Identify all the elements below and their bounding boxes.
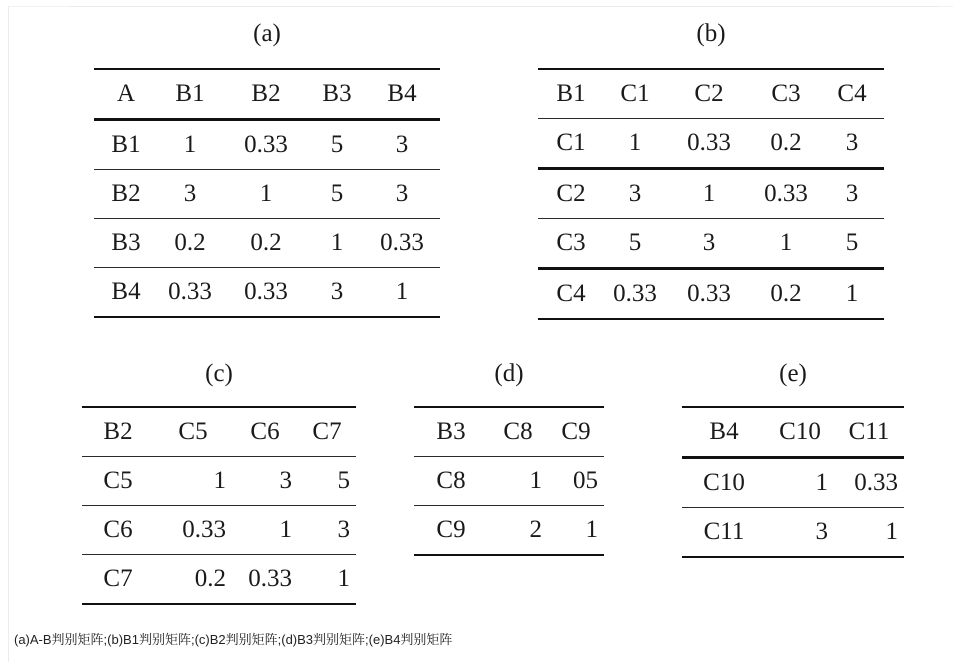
matrix-d-table xyxy=(414,406,604,556)
table-cell: B3 xyxy=(414,407,488,457)
table-cell: B3 xyxy=(94,219,158,268)
table-row xyxy=(414,457,604,506)
table-cell: 1 xyxy=(548,506,604,556)
table-cell: C9 xyxy=(548,407,604,457)
table-cell: 1 xyxy=(820,269,884,320)
table-cell: 1 xyxy=(154,457,232,506)
table-row xyxy=(82,555,356,605)
table-cell: 3 xyxy=(298,506,356,555)
table-cell: B1 xyxy=(538,69,604,119)
table-cell: 1 xyxy=(222,170,310,219)
table-row xyxy=(94,268,440,318)
table-cell: B2 xyxy=(82,407,154,457)
table-cell: C3 xyxy=(538,219,604,269)
table-cell: C7 xyxy=(82,555,154,605)
table-cell: 1 xyxy=(666,169,752,219)
table-cell: C2 xyxy=(666,69,752,119)
table-cell: 5 xyxy=(820,219,884,269)
table-header-row xyxy=(94,69,440,120)
table-cell: 3 xyxy=(820,169,884,219)
table-cell: C6 xyxy=(82,506,154,555)
table-cell: B3 xyxy=(310,69,364,120)
table-cell: 3 xyxy=(364,170,440,219)
table-cell: 1 xyxy=(766,458,834,508)
table-cell: 0.2 xyxy=(154,555,232,605)
table-cell: 0.33 xyxy=(232,555,298,605)
table-cell: 0.33 xyxy=(604,269,666,320)
table-cell: B4 xyxy=(364,69,440,120)
table-cell: 1 xyxy=(604,119,666,169)
table-cell: C11 xyxy=(682,508,766,558)
panel-b-label: (b) xyxy=(696,20,726,47)
table-cell: B1 xyxy=(94,120,158,170)
table-cell: 3 xyxy=(232,457,298,506)
table-cell: 1 xyxy=(834,508,904,558)
table-cell: C11 xyxy=(834,407,904,458)
table-cell: A xyxy=(94,69,158,120)
table-row xyxy=(682,458,904,508)
table-cell: C2 xyxy=(538,169,604,219)
table-cell: 0.2 xyxy=(158,219,222,268)
table-row xyxy=(94,219,440,268)
table-cell: 1 xyxy=(488,457,548,506)
panel-d xyxy=(414,360,604,560)
table-row xyxy=(538,119,884,169)
table-header-row xyxy=(538,69,884,119)
table-header-row xyxy=(682,407,904,458)
table-row xyxy=(94,120,440,170)
table-cell: 0.2 xyxy=(752,119,820,169)
table-cell: 0.33 xyxy=(666,119,752,169)
table-cell: B2 xyxy=(94,170,158,219)
table-cell: 3 xyxy=(766,508,834,558)
table-cell: C6 xyxy=(232,407,298,457)
panel-a-label: (a) xyxy=(253,20,281,47)
table-cell: 5 xyxy=(604,219,666,269)
table-header-row xyxy=(414,407,604,457)
table-cell: 0.33 xyxy=(752,169,820,219)
table-cell: 3 xyxy=(666,219,752,269)
table-cell: 3 xyxy=(364,120,440,170)
top-divider xyxy=(70,6,938,7)
table-cell: C9 xyxy=(414,506,488,556)
table-cell: 0.33 xyxy=(666,269,752,320)
panel-d-label: (d) xyxy=(494,360,524,387)
table-cell: B4 xyxy=(682,407,766,458)
panel-b xyxy=(538,20,884,320)
table-cell: 3 xyxy=(604,169,666,219)
table-cell: 1 xyxy=(298,555,356,605)
matrix-a-table xyxy=(94,68,440,318)
table-cell: B2 xyxy=(222,69,310,120)
table-cell: C4 xyxy=(820,69,884,119)
table-cell: 2 xyxy=(488,506,548,556)
table-row xyxy=(538,169,884,219)
table-cell: C5 xyxy=(154,407,232,457)
table-cell: C1 xyxy=(538,119,604,169)
table-cell: 0.33 xyxy=(158,268,222,318)
table-cell: C7 xyxy=(298,407,356,457)
table-cell: 0.2 xyxy=(752,269,820,320)
table-cell: 0.33 xyxy=(364,219,440,268)
table-cell: 1 xyxy=(158,120,222,170)
table-row xyxy=(538,269,884,320)
table-cell: C8 xyxy=(414,457,488,506)
table-cell: B4 xyxy=(94,268,158,318)
table-cell: 1 xyxy=(752,219,820,269)
table-cell: 3 xyxy=(820,119,884,169)
table-cell: 5 xyxy=(298,457,356,506)
table-header-row xyxy=(82,407,356,457)
table-cell: 5 xyxy=(310,120,364,170)
figure-caption: (a)A-B判别矩阵;(b)B1判别矩阵;(c)B2判别矩阵;(d)B3判别矩阵;(e)B4判别矩阵 xyxy=(14,632,453,647)
table-cell: 0.33 xyxy=(154,506,232,555)
table-cell: 3 xyxy=(158,170,222,219)
table-cell: 5 xyxy=(310,170,364,219)
table-row xyxy=(538,219,884,269)
panel-e xyxy=(682,360,904,560)
table-cell: 0.33 xyxy=(834,458,904,508)
table-cell: 05 xyxy=(548,457,604,506)
table-cell: 0.2 xyxy=(222,219,310,268)
table-cell: 3 xyxy=(310,268,364,318)
table-cell: 0.33 xyxy=(222,268,310,318)
table-cell: C1 xyxy=(604,69,666,119)
table-cell: 1 xyxy=(310,219,364,268)
table-cell: 1 xyxy=(232,506,298,555)
table-cell: C10 xyxy=(682,458,766,508)
table-cell: C5 xyxy=(82,457,154,506)
table-cell: C8 xyxy=(488,407,548,457)
panel-a xyxy=(94,20,440,320)
table-row xyxy=(414,506,604,556)
table-cell: C4 xyxy=(538,269,604,320)
table-cell: 1 xyxy=(364,268,440,318)
matrix-b-table xyxy=(538,68,884,320)
table-cell: 0.33 xyxy=(222,120,310,170)
matrix-e-table xyxy=(682,406,904,558)
matrix-c-table xyxy=(82,406,356,605)
table-cell: C3 xyxy=(752,69,820,119)
table-cell: C10 xyxy=(766,407,834,458)
table-cell: B1 xyxy=(158,69,222,120)
panel-c-label: (c) xyxy=(205,360,233,387)
table-row xyxy=(682,508,904,558)
panel-c xyxy=(82,360,356,610)
panel-e-label: (e) xyxy=(779,360,807,387)
table-row xyxy=(82,457,356,506)
table-row xyxy=(94,170,440,219)
table-row xyxy=(82,506,356,555)
